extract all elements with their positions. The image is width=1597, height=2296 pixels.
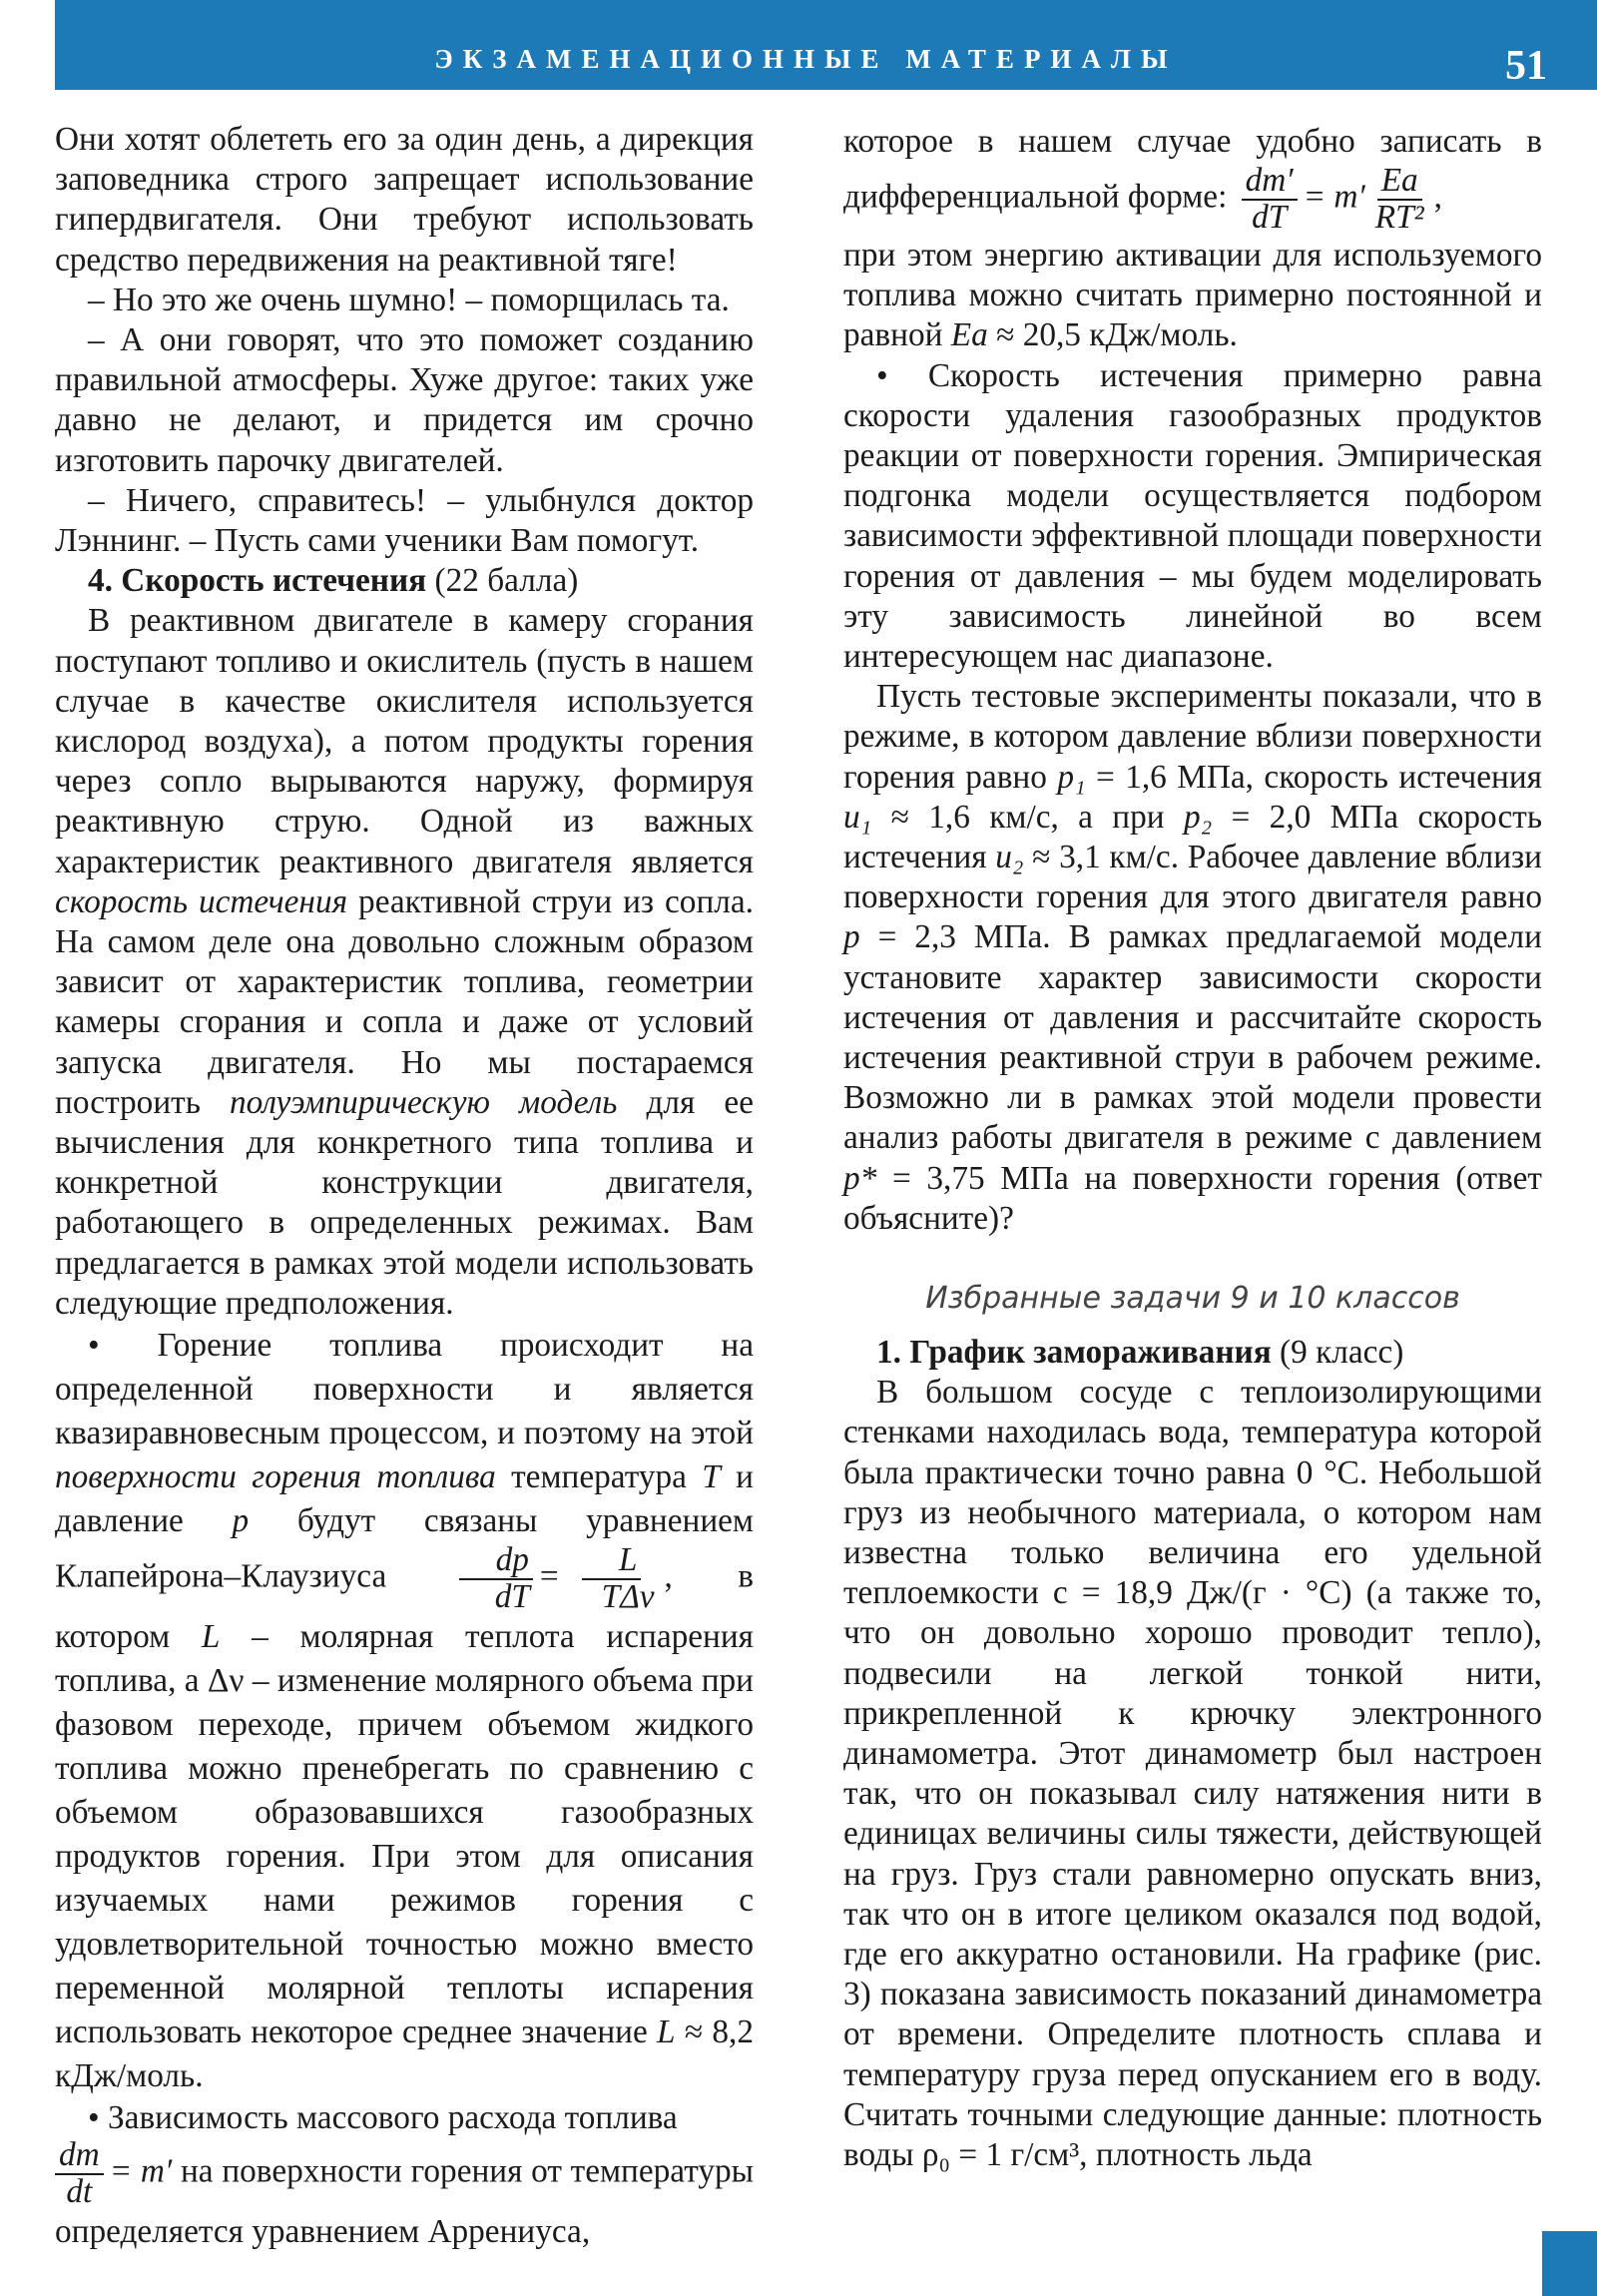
text-run: будут связаны уравнением Клапейрона–Клаузиуса — [55, 1502, 755, 1595]
assumption-2-intro: • Зависимость массового расхода топлива — [88, 2099, 678, 2136]
page-number: 51 — [1505, 43, 1547, 89]
dialogue-line: – Ничего, справитесь! – улыбнулся доктор Лэннинг. – Пусть сами ученики Вам помогут. — [55, 481, 754, 560]
paragraph — [843, 120, 1542, 236]
text-run: = 1,6 МПа, скорость истечения — [1085, 758, 1542, 796]
text-run: для ее вычисления для конкретного типа топлива и конкретной конструкции двигателя, работающего в определенных режимах. Вам предлагается в рамках этой модели использовать следующие предположения. — [55, 1083, 754, 1322]
math-var: Eа — [950, 316, 988, 354]
fraction-numerator: Eа — [1377, 164, 1422, 201]
math-var: u₂ — [995, 838, 1024, 875]
fraction-denominator: dT — [1252, 198, 1288, 236]
fraction-numerator: dm′ — [1242, 164, 1298, 201]
text-run: ≈ 1,6 км/с, а при — [871, 798, 1184, 836]
task-title: 1. График замораживания — [876, 1333, 1272, 1371]
section-subheading: Избранные задачи 9 и 10 классов — [925, 1280, 1460, 1316]
dialogue-line: – Но это же очень шумно! – поморщилась та. — [88, 281, 730, 318]
fraction-denominator: TΔν — [601, 1578, 655, 1616]
fraction-L-TDnu — [565, 1543, 659, 1615]
fraction-Ea-RT2 — [1371, 164, 1428, 236]
text-run: = 3,75 МПа на поверхности горения (ответ объясните)? — [843, 1159, 1542, 1237]
math-var: u₁ — [843, 798, 872, 836]
text-run: которое в нашем случае удобно записать в дифференциальной форме: — [843, 123, 1542, 216]
math-var: p — [232, 1502, 250, 1540]
math-var: p* — [843, 1159, 877, 1197]
text-run: ≈ 3,1 км/с. Рабочее давление вблизи поверхности горения для этого двигателя равно — [843, 838, 1543, 916]
text-run: , — [1433, 178, 1442, 216]
task-heading — [55, 561, 754, 601]
paragraph: Они хотят облететь его за один день, а дирекция заповедника строго запрещает использование гипердвигателя. Они требуют использовать средство передвижения на реактивной тяге! — [55, 121, 754, 279]
text-run: • Горение топлива происходит на определенной поверхности и является квазиравновесным процессом, и поэтому на этой — [55, 1327, 754, 1452]
equals-sign: = — [539, 1557, 559, 1595]
task-points: (22 балла) — [426, 562, 579, 600]
task-title: 4. Скорость истечения — [88, 562, 427, 600]
fraction-denominator: dT — [494, 1578, 530, 1616]
math-var: L — [201, 1618, 221, 1655]
task-heading — [843, 1333, 1542, 1373]
right-column — [843, 120, 1542, 2175]
text-run: при этом энергию активации для используемого топлива можно считать примерно постоянной и равной — [843, 236, 1542, 354]
math-var: T — [702, 1458, 721, 1496]
page-header-band — [55, 0, 1597, 90]
text-run: = 2,3 МПа. В рамках предлагаемой модели установите характер зависимости скорости истечения от давления и рассчитайте скорость истечения реактивной струи в рабочем режиме. Возможно ли в рамках этой модели провести анализ работы двигателя в режиме с давлением — [843, 918, 1542, 1157]
text-run: , в котором — [55, 1557, 755, 1655]
math-var: p — [843, 918, 860, 956]
emphasis: поверхности горения топлива — [55, 1458, 496, 1496]
fraction-numerator: dp — [459, 1543, 533, 1580]
paragraph — [843, 236, 1542, 356]
task-points: (9 класс) — [1271, 1333, 1404, 1371]
paragraph — [843, 677, 1542, 1239]
emphasis: полуэмпирическую модель — [229, 1083, 618, 1121]
running-header-title: ЭКЗАМЕНАЦИОННЫЕ МАТЕРИАЛЫ — [434, 44, 1178, 74]
text-run: ≈ 8,2 кДж/моль. — [55, 2013, 754, 2094]
fraction-numerator: L — [582, 1543, 642, 1580]
dialogue-line: – А они говорят, что это поможет созданию правильной атмосферы. Хуже другое: таких уже давно не делают, и придется им срочно изготовить парочку двигателей. — [55, 321, 754, 479]
math-var: L — [657, 2013, 676, 2050]
fraction-denominator: RT² — [1374, 198, 1424, 236]
fraction-dm-dt — [55, 2138, 104, 2210]
math-var: p₂ — [1183, 798, 1213, 836]
text-run: = 2,0 МПа скорость истечения — [843, 798, 1543, 875]
assumption-3: • Скорость истечения примерно равна скорости удаления газообразных продуктов реакции от поверхности горения. Эмпирическая подгонка модели осуществляется подбором зависимости эффективной площади поверхности горения от давления – мы будем моделировать эту зависимость линейной во всем интересующем нас диапазоне. — [843, 356, 1542, 675]
paragraph: В большом сосуде с теплоизолирующими стенками находилась вода, температура которой была практически точно равна 0 °С. Небольшой груз из необычного материала, о котором нам известна только величина его удельной теплоемкости с = 18,9 Дж/(г · °С) (а также то, что он довольно хорошо проводит тепло), подвесили на легкой тонкой нити, прикрепленной к крючку электронного динамометра. Этот динамометр был настроен так, что он показывал силу натяжения нити в единицах величины силы тяжести, действующей на груз. Груз стали равномерно опускать вниз, так что он в итоге целиком оказался под водой, где его аккуратно остановили. На графике (рис. 3) показана зависимость показаний динамометра от времени. Определите плотность сплава и температуру груза перед опусканием его в воду. Считать точными следующие данные: плотность воды ρ₀ = 1 г/см³, плотность льда — [843, 1374, 1542, 2174]
text-run: на поверхности горения от температуры определяется уравнением Аррениуса, — [55, 2152, 755, 2251]
text-run: – молярная теплота испарения топлива, а Δν – изменение молярного объема при фазовом переходе, причем объемом жидкого топлива можно пренебрегать по сравнению с объемом образовавшихся газообразных продуктов горения. При этом для описания изучаемых нами режимов горения с удовлетворительной точностью можно вместо переменной молярной теплоты испарения использовать некоторое среднее значение — [55, 1618, 754, 2050]
assumption-1 — [55, 1324, 754, 2098]
fraction-dp-dT — [458, 1543, 534, 1615]
text-run: В реактивном двигателе в камеру сгорания поступают топливо и окислитель (пусть в нашем случае в качестве окислителя используется кислород воздуха), а потом продукты горения через сопло вырываются наружу, формируя реактивную струю. Одной из важных характеристик реактивного двигателя является — [55, 602, 754, 880]
text-run: температура — [495, 1458, 703, 1496]
emphasis: скорость истечения — [55, 882, 348, 920]
left-column — [55, 120, 754, 2254]
fraction-numerator: dm — [55, 2138, 104, 2175]
assumption-2-body — [55, 2138, 754, 2254]
math-var: p₁ — [1057, 758, 1086, 796]
math-expression: = m′ — [109, 2152, 173, 2190]
text-run: и давление — [55, 1458, 754, 1540]
fraction-dm-prime-dT — [1242, 164, 1298, 236]
corner-accent-block — [1542, 2231, 1597, 2296]
paragraph — [55, 601, 754, 1324]
text-run: ≈ 20,5 кДж/моль. — [987, 316, 1238, 354]
math-expression: = m′ — [1303, 178, 1365, 216]
text-run: Пусть тестовые эксперименты показали, что в режиме, в котором давление вблизи поверхности горения равно — [843, 678, 1542, 796]
fraction-denominator: dt — [66, 2173, 93, 2211]
text-run: реактивной струи из сопла. На самом деле она довольно сложным образом зависит от характеристик топлива, геометрии камеры сгорания и сопла и даже от условий запуска двигателя. Но мы постараемся построить — [55, 882, 754, 1121]
